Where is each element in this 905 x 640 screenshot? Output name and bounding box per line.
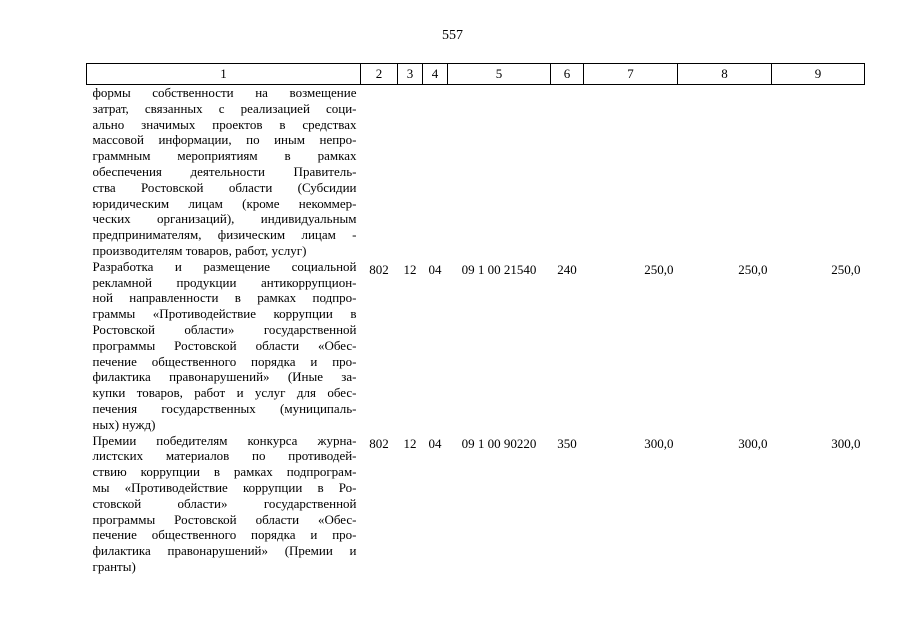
description-line: листских материалов по противодей- xyxy=(92,448,357,464)
table-row xyxy=(87,433,865,575)
description-line: Разработка и размещение социальной xyxy=(92,258,357,274)
row-description xyxy=(87,85,361,259)
description-line: Ростовской области» государственной xyxy=(92,321,357,337)
row-ministry-code: 802 xyxy=(369,261,389,277)
description-line: купки товаров, работ и услуг для обес- xyxy=(92,385,357,401)
description-line: Премии победителям конкурса журна- xyxy=(92,432,357,448)
description-line: граммы «Противодействие коррупции в xyxy=(92,306,357,322)
row-subsection-code xyxy=(423,85,448,259)
description-line: обеспечения деятельности Правитель- xyxy=(92,163,357,179)
row-amount-col8: 250,0 xyxy=(738,261,768,277)
row-amount-col7 xyxy=(584,85,678,259)
column-header-9: 9 xyxy=(772,64,865,85)
row-amount-col9: 250,0 xyxy=(831,261,861,277)
row-amount-col9 xyxy=(772,85,865,259)
row-expense-type-code: 350 xyxy=(557,435,577,451)
page-number: 557 xyxy=(442,28,463,43)
row-section-code: 12 xyxy=(403,261,417,277)
table-header xyxy=(87,64,865,85)
description-line: производителям товаров, работ, услуг) xyxy=(92,242,307,258)
description-line: массовой информации, по иным непро- xyxy=(92,132,357,148)
row-section-code: 12 xyxy=(403,435,417,451)
description-line: ствию коррупции в рамках подпрограм- xyxy=(92,464,357,480)
budget-table xyxy=(86,63,865,575)
description-line: формы собственности на возмещение xyxy=(92,85,357,100)
row-subsection-code: 04 xyxy=(428,435,442,451)
column-header-7: 7 xyxy=(584,64,678,85)
row-amount-col8: 300,0 xyxy=(738,435,768,451)
description-line: мы «Противодействие коррупции в Ро- xyxy=(92,479,357,495)
description-line: ных) нужд) xyxy=(92,416,156,432)
row-description xyxy=(87,259,361,433)
description-line: затрат, связанных с реализацией соци- xyxy=(92,100,357,116)
column-header-5: 5 xyxy=(448,64,551,85)
table-row xyxy=(87,85,865,259)
description-line: ства Ростовской области (Субсидии xyxy=(92,179,357,195)
row-target-code: 09 1 00 21540 xyxy=(461,261,537,277)
description-line: печения государственных (муниципаль- xyxy=(92,400,357,416)
column-header-3: 3 xyxy=(398,64,423,85)
description-line: печение общественного порядка и про- xyxy=(92,527,357,543)
row-expense-type-code xyxy=(551,85,584,259)
row-ministry-code: 802 xyxy=(369,435,389,451)
description-line: юридическим лицам (кроме некоммер- xyxy=(92,195,357,211)
row-subsection-code: 04 xyxy=(428,261,442,277)
description-line: филактика правонарушений» (Иные за- xyxy=(92,369,357,385)
row-amount-col7: 300,0 xyxy=(644,435,674,451)
row-section-code xyxy=(398,85,423,259)
description-line: ческих организаций), индивидуальным xyxy=(92,211,357,227)
table-body xyxy=(87,85,865,575)
description-line: ально значимых проектов в средствах xyxy=(92,116,357,132)
description-line: программы Ростовской области «Обес- xyxy=(92,511,357,527)
description-line: рекламной продукции антикоррупцион- xyxy=(92,274,357,290)
table-row xyxy=(87,259,865,433)
description-line: предпринимателям, физическим лицам - xyxy=(92,227,357,243)
column-header-8: 8 xyxy=(678,64,772,85)
column-header-4: 4 xyxy=(423,64,448,85)
row-target-code: 09 1 00 90220 xyxy=(461,435,537,451)
row-amount-col9: 300,0 xyxy=(831,435,861,451)
description-line: филактика правонарушений» (Премии и xyxy=(92,543,357,559)
row-expense-type-code: 240 xyxy=(557,261,577,277)
description-line: программы Ростовской области «Обес- xyxy=(92,337,357,353)
header-row xyxy=(87,64,865,85)
description-line: ной направленности в рамках подпро- xyxy=(92,290,357,306)
column-header-2: 2 xyxy=(361,64,398,85)
column-header-1: 1 xyxy=(87,64,361,85)
description-line: стовской области» государственной xyxy=(92,495,357,511)
description-line: печение общественного порядка и про- xyxy=(92,353,357,369)
row-amount-col8 xyxy=(678,85,772,259)
description-line: гранты) xyxy=(92,558,136,574)
column-header-6: 6 xyxy=(551,64,584,85)
row-amount-col7: 250,0 xyxy=(644,261,674,277)
row-target-code xyxy=(448,85,551,259)
row-description xyxy=(87,433,361,575)
row-ministry-code xyxy=(361,85,398,259)
description-line: граммным мероприятиям в рамках xyxy=(92,148,357,164)
